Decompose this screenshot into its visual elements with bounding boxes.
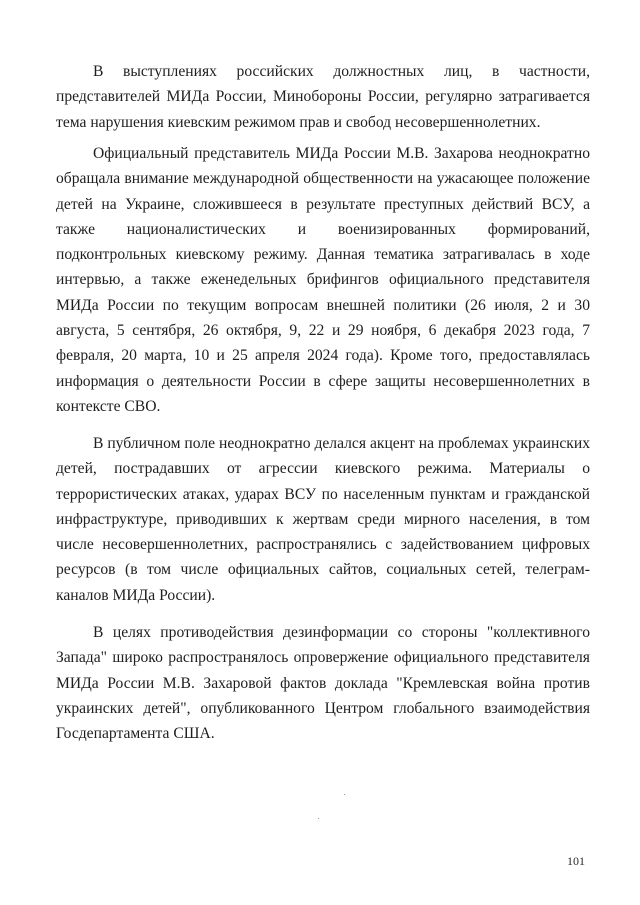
paragraph-3-text: В публичном поле неоднократно делался акцент на проблемах украинских детей, пострадавших от агрессии киевского режима. Материалы о террористических атаках, ударах ВСУ по населенным пунктам и гражданской инфраструктуре, приводивших к жертвам среди мирного населения, в том числе несовершеннолетних, распространялись с задействованием цифровых ресурсов (в том числе официальных сайтов, социальных сетей, телеграм-каналов МИДа России). (56, 435, 590, 604)
paragraph-1-text: В выступлениях российских должностных лиц, в частности, представителей МИДа России, Минобороны России, регулярно затрагивается тема нарушения киевским режимом прав и свобод несовершеннолетних. (56, 63, 590, 131)
paragraph-public-space (56, 431, 590, 608)
paragraph-disinformation (56, 620, 590, 746)
paragraph-zakharova-briefings (56, 141, 590, 419)
scan-speck (318, 818, 319, 819)
paragraph-2-text: Официальный представитель МИДа России М.В. Захарова неоднократно обращала внимание международной общественности на ужасающее положение детей на Украине, сложившееся в результате преступных действий ВСУ, а также националистических и военизированных формирований, подконтрольных киевскому режиму. Данная тематика затрагивалась в ходе интервью, а также еженедельных брифингов официального представителя МИДа России по текущим вопросам внешней политики (26 июля, 2 и 30 августа, 5 сентября, 26 октября, 9, 22 и 29 ноября, 6 декабря 2023 года, 7 февраля, 20 марта, 10 и 25 апреля 2024 года). Кроме того, предоставлялась информация о деятельности России в сфере защиты несовершеннолетних в контексте СВО. (56, 145, 590, 415)
page-number: 101 (567, 854, 585, 868)
paragraph-officials-statements (56, 59, 590, 135)
scan-speck (344, 794, 345, 795)
paragraph-4-text: В целях противодействия дезинформации со стороны "коллективного Запада" широко распространялось опровержение официального представителя МИДа России М.В. Захаровой фактов доклада "Кремлевская война против украинских детей", опубликованного Центром глобального взаимодействия Госдепартамента США. (56, 624, 590, 743)
